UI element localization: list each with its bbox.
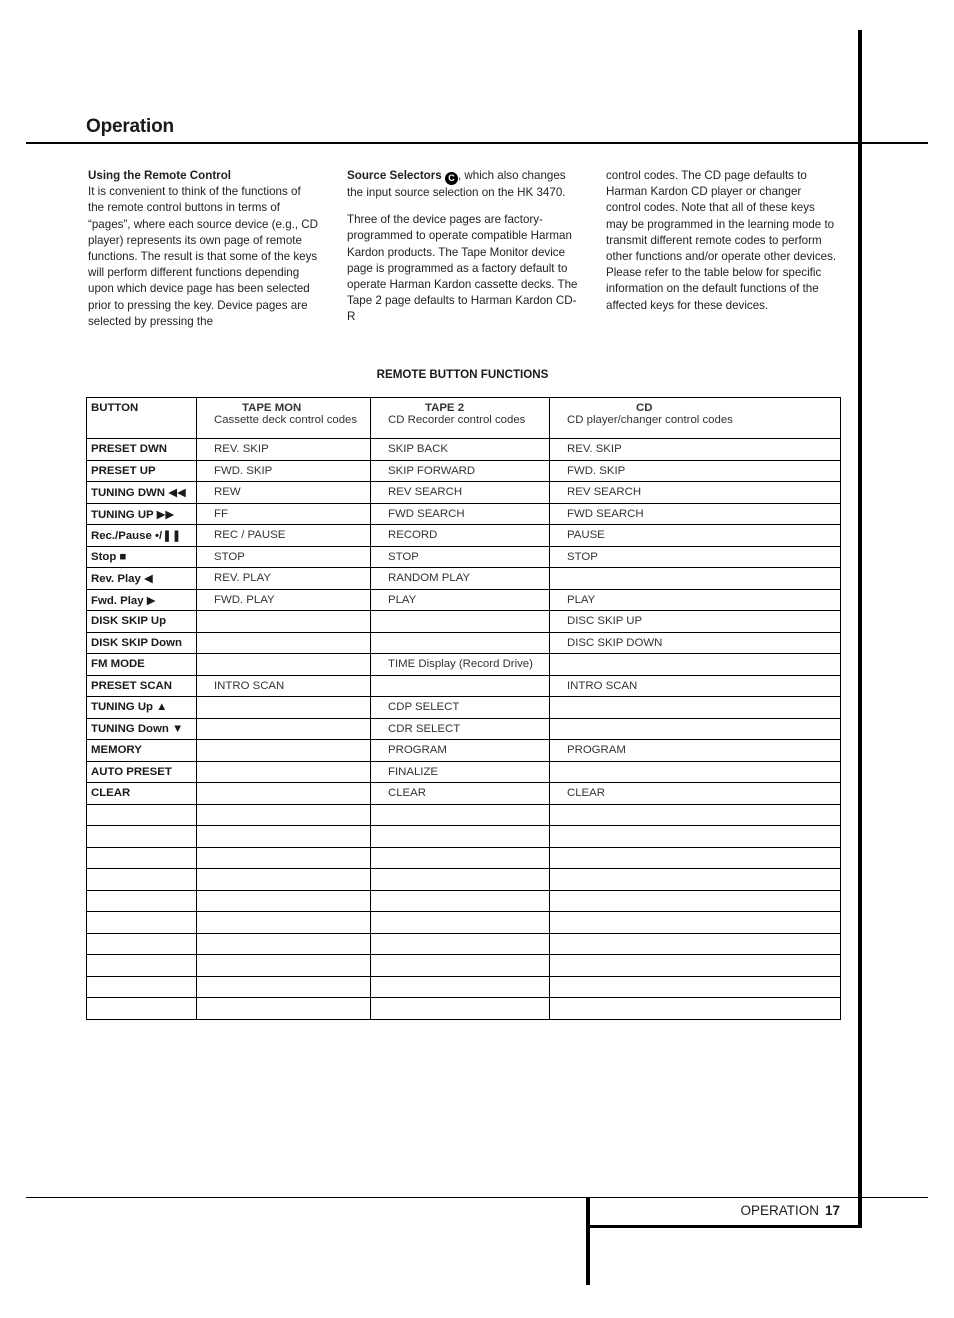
- table-row: [87, 740, 841, 762]
- table-row: [87, 525, 841, 547]
- table-row: [87, 697, 841, 719]
- cell-button: Fwd. Play ▶: [87, 589, 197, 611]
- cell-tape-mon: [197, 740, 371, 762]
- intro-paragraph-2-text: , which also changes the input source selection on the HK 3470.: [347, 169, 566, 199]
- cell-cd: [550, 654, 841, 676]
- cell-tape-2: RANDOM PLAY: [371, 568, 550, 590]
- cell-tape-2: [371, 955, 550, 977]
- cell-button: DISK SKIP Up: [87, 611, 197, 633]
- table-row: [87, 869, 841, 891]
- cell-tape-mon: [197, 847, 371, 869]
- table-row: [87, 675, 841, 697]
- footer-rule: [26, 1197, 928, 1198]
- table-row: [87, 804, 841, 826]
- header-rule: [26, 142, 928, 144]
- table-row: [87, 439, 841, 461]
- header-title: CD: [636, 402, 653, 414]
- cell-tape-2: [371, 847, 550, 869]
- cell-button: DISK SKIP Down: [87, 632, 197, 654]
- cell-cd: [550, 847, 841, 869]
- cell-button: [87, 976, 197, 998]
- table-row: [87, 654, 841, 676]
- cell-cd: STOP: [550, 546, 841, 568]
- cell-button: [87, 933, 197, 955]
- cell-cd: DISC SKIP DOWN: [550, 632, 841, 654]
- cell-tape-2: SKIP FORWARD: [371, 460, 550, 482]
- cell-tape-2: PROGRAM: [371, 740, 550, 762]
- cell-tape-mon: [197, 912, 371, 934]
- cell-tape-mon: [197, 890, 371, 912]
- cell-tape-mon: [197, 718, 371, 740]
- right-margin-bar: [858, 30, 862, 1228]
- header-title: TAPE MON: [242, 402, 302, 414]
- table-row: [87, 847, 841, 869]
- cell-button: TUNING Down ▼: [87, 718, 197, 740]
- cell-button: TUNING DWN ◀◀: [87, 482, 197, 504]
- cell-button: PRESET SCAN: [87, 675, 197, 697]
- text-column-3: [606, 168, 838, 325]
- cell-button: TUNING UP ▶▶: [87, 503, 197, 525]
- table-title: REMOTE BUTTON FUNCTIONS: [376, 368, 549, 381]
- cell-tape-mon: STOP: [197, 546, 371, 568]
- cell-cd: PAUSE: [550, 525, 841, 547]
- cell-cd: [550, 933, 841, 955]
- cell-tape-mon: REC / PAUSE: [197, 525, 371, 547]
- cell-button: AUTO PRESET: [87, 761, 197, 783]
- cell-cd: [550, 890, 841, 912]
- cell-tape-2: CLEAR: [371, 783, 550, 805]
- text-column-1: [88, 168, 320, 341]
- header-title: TAPE 2: [425, 402, 465, 414]
- cell-tape-mon: [197, 654, 371, 676]
- cell-button: TUNING Up ▲: [87, 697, 197, 719]
- table-row: [87, 503, 841, 525]
- cell-cd: REV. SKIP: [550, 439, 841, 461]
- cell-tape-mon: [197, 998, 371, 1020]
- cell-cd: [550, 955, 841, 977]
- header-tape-mon: [197, 398, 371, 439]
- cell-tape-2: [371, 632, 550, 654]
- cell-cd: FWD. SKIP: [550, 460, 841, 482]
- source-selector-c-icon: C: [445, 172, 458, 185]
- cell-button: CLEAR: [87, 783, 197, 805]
- table-row: [87, 933, 841, 955]
- intro-paragraph-3: Three of the device pages are factory-programmed to operate compatible Harman Kardon products. The Tape Monitor device page is programmed as a factory default to operate Harman Kardon cassette decks. The Tape 2 page defaults to Harman Kardon CD-R: [347, 213, 578, 324]
- cell-tape-mon: [197, 976, 371, 998]
- cell-cd: [550, 976, 841, 998]
- table-row: [87, 546, 841, 568]
- table-row: [87, 890, 841, 912]
- cell-tape-2: RECORD: [371, 525, 550, 547]
- cell-tape-mon: FWD. SKIP: [197, 460, 371, 482]
- cell-tape-2: [371, 804, 550, 826]
- header-cd: [550, 398, 841, 439]
- header-subtitle: CD Recorder control codes: [388, 414, 526, 426]
- header-title: BUTTON: [91, 402, 139, 414]
- cell-tape-mon: INTRO SCAN: [197, 675, 371, 697]
- cell-button: PRESET UP: [87, 460, 197, 482]
- cell-button: Rev. Play ◀: [87, 568, 197, 590]
- cell-tape-mon: [197, 804, 371, 826]
- cell-tape-mon: [197, 933, 371, 955]
- table-row: [87, 718, 841, 740]
- cell-button: PRESET DWN: [87, 439, 197, 461]
- cell-cd: [550, 568, 841, 590]
- cell-cd: CLEAR: [550, 783, 841, 805]
- cell-tape-mon: [197, 632, 371, 654]
- cell-tape-mon: REV. SKIP: [197, 439, 371, 461]
- cell-tape-mon: [197, 761, 371, 783]
- footer-page-label: [600, 1203, 840, 1218]
- cell-button: [87, 890, 197, 912]
- header-subtitle: Cassette deck control codes: [214, 414, 358, 426]
- cell-cd: [550, 998, 841, 1020]
- cell-tape-2: PLAY: [371, 589, 550, 611]
- cell-cd: REV SEARCH: [550, 482, 841, 504]
- intro-paragraph-1: It is convenient to think of the functions of the remote control buttons in terms of “pages”, where each source device (e.g., CD player) represents its own page of remote functions. The result is that some of the keys will perform different functions depending upon which device page has been selected prior to pressing the key. Device pages are selected by pressing the: [88, 185, 319, 328]
- table-row: [87, 589, 841, 611]
- cell-tape-2: [371, 912, 550, 934]
- cell-tape-2: [371, 976, 550, 998]
- cell-tape-2: [371, 675, 550, 697]
- cell-tape-2: [371, 826, 550, 848]
- cell-tape-2: [371, 611, 550, 633]
- cell-cd: [550, 718, 841, 740]
- table-row: [87, 826, 841, 848]
- table-row: [87, 783, 841, 805]
- cell-tape-mon: [197, 611, 371, 633]
- page-number: 17: [824, 1203, 840, 1218]
- cell-button: FM MODE: [87, 654, 197, 676]
- table-row: [87, 912, 841, 934]
- cell-tape-mon: [197, 826, 371, 848]
- cell-button: [87, 847, 197, 869]
- table-row: [87, 632, 841, 654]
- table-header-row: [87, 398, 841, 439]
- cell-cd: [550, 804, 841, 826]
- table-row: [87, 998, 841, 1020]
- cell-cd: FWD SEARCH: [550, 503, 841, 525]
- cell-cd: [550, 761, 841, 783]
- cell-button: [87, 826, 197, 848]
- header-button: [87, 398, 197, 439]
- table-row: [87, 976, 841, 998]
- cell-button: Stop ■: [87, 546, 197, 568]
- cell-button: [87, 912, 197, 934]
- cell-tape-2: STOP: [371, 546, 550, 568]
- cell-cd: DISC SKIP UP: [550, 611, 841, 633]
- table-row: [87, 568, 841, 590]
- section-heading: Using the Remote Control: [88, 169, 231, 182]
- table-row: [87, 482, 841, 504]
- cell-tape-mon: REW: [197, 482, 371, 504]
- cell-tape-2: [371, 869, 550, 891]
- cell-cd: [550, 826, 841, 848]
- remote-button-functions-table: [86, 397, 841, 1020]
- table-row: [87, 460, 841, 482]
- cell-tape-2: FWD SEARCH: [371, 503, 550, 525]
- cell-tape-mon: [197, 869, 371, 891]
- header-subtitle: CD player/changer control codes: [567, 414, 733, 426]
- cell-button: [87, 804, 197, 826]
- cell-tape-mon: FF: [197, 503, 371, 525]
- intro-paragraph-2: [347, 168, 579, 201]
- cell-button: MEMORY: [87, 740, 197, 762]
- cell-cd: [550, 869, 841, 891]
- cell-cd: INTRO SCAN: [550, 675, 841, 697]
- footer-bottom-rule: [588, 1225, 862, 1228]
- cell-tape-2: [371, 933, 550, 955]
- footer-left-bar: [586, 1197, 590, 1285]
- cell-tape-mon: REV. PLAY: [197, 568, 371, 590]
- cell-cd: [550, 912, 841, 934]
- cell-tape-2: SKIP BACK: [371, 439, 550, 461]
- cell-tape-mon: [197, 697, 371, 719]
- footer-section: OPERATION: [740, 1203, 819, 1218]
- cell-tape-2: CDP SELECT: [371, 697, 550, 719]
- cell-tape-2: FINALIZE: [371, 761, 550, 783]
- cell-tape-2: [371, 998, 550, 1020]
- cell-cd: [550, 697, 841, 719]
- cell-tape-mon: [197, 783, 371, 805]
- cell-button: [87, 998, 197, 1020]
- table-row: [87, 761, 841, 783]
- cell-tape-2: CDR SELECT: [371, 718, 550, 740]
- cell-tape-2: [371, 890, 550, 912]
- cell-tape-2: REV SEARCH: [371, 482, 550, 504]
- cell-button: Rec./Pause •/❚❚: [87, 525, 197, 547]
- text-column-2: [347, 168, 579, 337]
- source-selectors-label: Source Selectors: [347, 169, 442, 182]
- cell-cd: PLAY: [550, 589, 841, 611]
- cell-tape-mon: FWD. PLAY: [197, 589, 371, 611]
- cell-tape-mon: [197, 955, 371, 977]
- cell-tape-2: TIME Display (Record Drive): [371, 654, 550, 676]
- cell-button: [87, 955, 197, 977]
- page-title: Operation: [86, 116, 174, 137]
- intro-paragraph-4: control codes. The CD page defaults to Harman Kardon CD player or changer control codes. Note that all of these keys may be programmed in the learning mode to transmit different remote codes to perform other functions and/or operate other devices. Please refer to the table below for specific information on the default functions of the affected keys for these devices.: [606, 169, 837, 312]
- cell-cd: PROGRAM: [550, 740, 841, 762]
- cell-button: [87, 869, 197, 891]
- table-row: [87, 955, 841, 977]
- header-tape-2: [371, 398, 550, 439]
- table-row: [87, 611, 841, 633]
